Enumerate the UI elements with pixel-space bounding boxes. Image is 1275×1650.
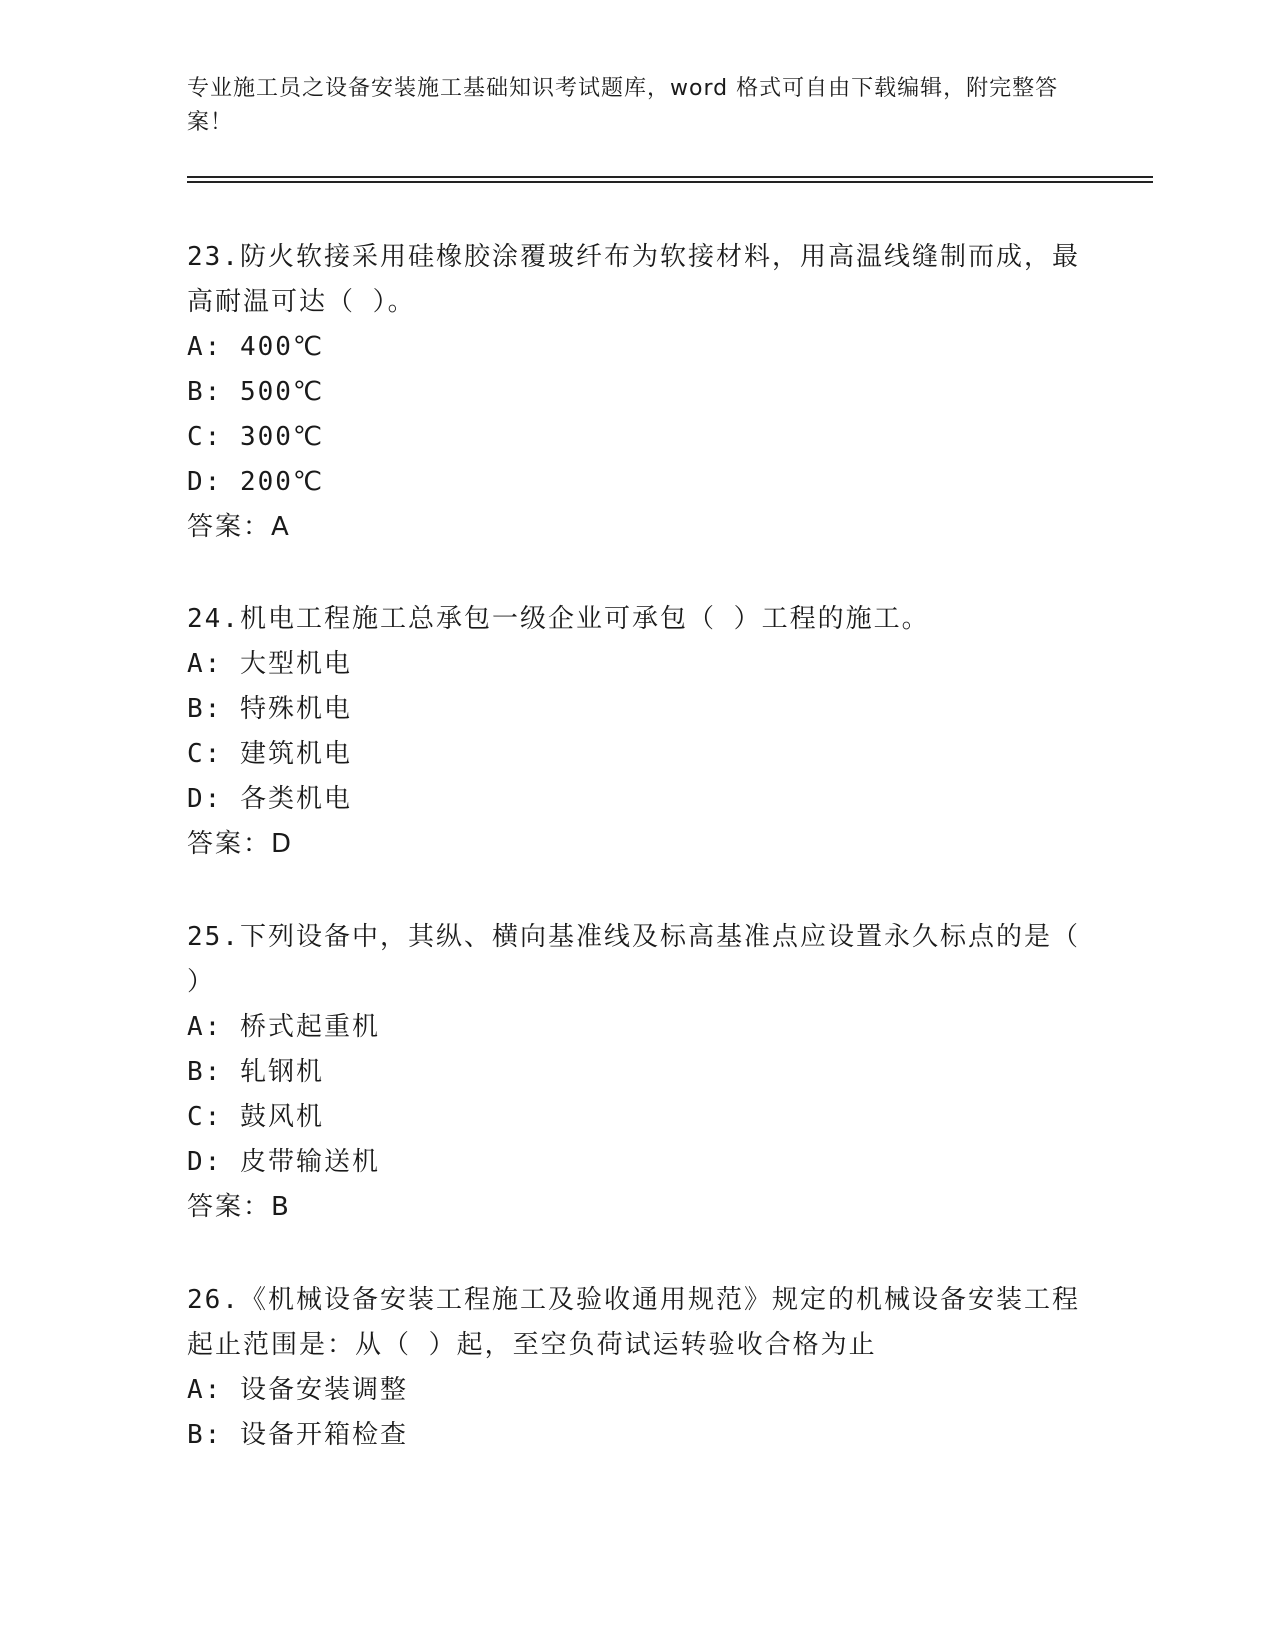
option-a: A: 桥式起重机 — [187, 1012, 380, 1042]
option-d: D: 各类机电 — [187, 784, 352, 814]
option-b: B: 500℃ — [187, 377, 325, 407]
option-a: A: 设备安装调整 — [187, 1375, 408, 1405]
question-stem: 25.下列设备中，其纵、横向基准线及标高基准点应设置永久标点的是（ ） — [187, 922, 1080, 997]
option-c: C: 300℃ — [187, 422, 325, 452]
option-a: A: 大型机电 — [187, 649, 352, 679]
question-stem: 23.防火软接采用硅橡胶涂覆玻纤布为软接材料，用高温线缝制而成，最高耐温可达（ ）。 — [187, 242, 1080, 317]
question-25 — [187, 915, 1087, 1230]
option-b: B: 轧钢机 — [187, 1057, 324, 1087]
option-d: D: 200℃ — [187, 467, 325, 497]
option-b: B: 特殊机电 — [187, 694, 352, 724]
question-stem: 24.机电工程施工总承包一级企业可承包（ ）工程的施工。 — [187, 604, 930, 634]
question-24 — [187, 597, 1087, 867]
option-d: D: 皮带输送机 — [187, 1147, 380, 1177]
option-b: B: 设备开箱检查 — [187, 1420, 408, 1450]
header-divider — [187, 176, 1153, 178]
answer-label: 答案：A — [187, 512, 291, 542]
document-header: 专业施工员之设备安装施工基础知识考试题库，word 格式可自由下载编辑，附完整答案！ — [187, 76, 1059, 135]
option-c: C: 鼓风机 — [187, 1102, 324, 1132]
header-divider-second — [187, 181, 1153, 183]
answer-label: 答案：D — [187, 829, 294, 859]
question-26 — [187, 1278, 1087, 1458]
question-23 — [187, 235, 1087, 550]
option-c: C: 建筑机电 — [187, 739, 352, 769]
answer-label: 答案：B — [187, 1192, 291, 1222]
question-stem: 26.《机械设备安装工程施工及验收通用规范》规定的机械设备安装工程起止范围是：从（ ）起，至空负荷试运转验收合格为止 — [187, 1285, 1080, 1360]
option-a: A: 400℃ — [187, 332, 325, 362]
